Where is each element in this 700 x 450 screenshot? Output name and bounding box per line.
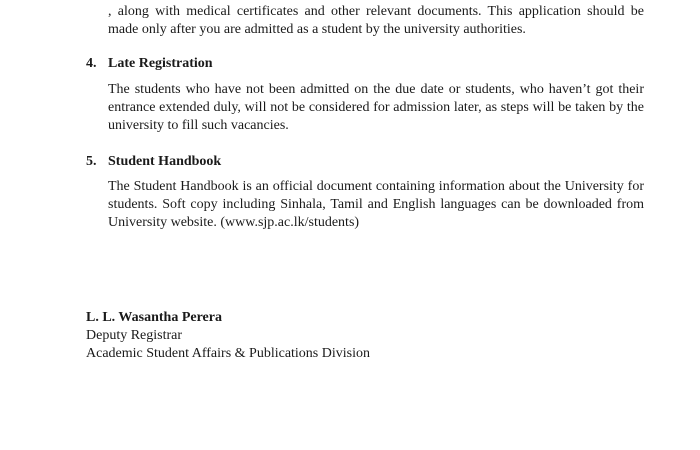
section-title: Student Handbook <box>108 154 222 169</box>
section-number: 5. <box>86 154 97 169</box>
intro-paragraph: , along with medical certificates and other relevant documents. This application should be made only after you are admitted as a student by the university authorities. <box>108 4 644 37</box>
signatory-title: Deputy Registrar <box>86 328 183 343</box>
signatory-name: L. L. Wasantha Perera <box>86 310 222 325</box>
section-title: Late Registration <box>108 56 213 71</box>
section-number: 4. <box>86 56 97 71</box>
signatory-division: Academic Student Affairs & Publications Division <box>86 346 370 361</box>
section-heading-student-handbook <box>86 153 221 171</box>
signature-block <box>86 309 370 363</box>
student-handbook-paragraph: The Student Handbook is an official document containing information about the University for students. Soft copy including Sinhala, Tamil and English languages can be downloaded from University website. (www.sjp.ac.lk/students) <box>108 179 644 230</box>
section-heading-late-registration <box>86 55 213 73</box>
late-registration-paragraph: The students who have not been admitted on the due date or students, who haven’t got their entrance extended duly, will not be considered for admission later, as steps will be taken by the university to fill such vacancies. <box>108 82 644 133</box>
